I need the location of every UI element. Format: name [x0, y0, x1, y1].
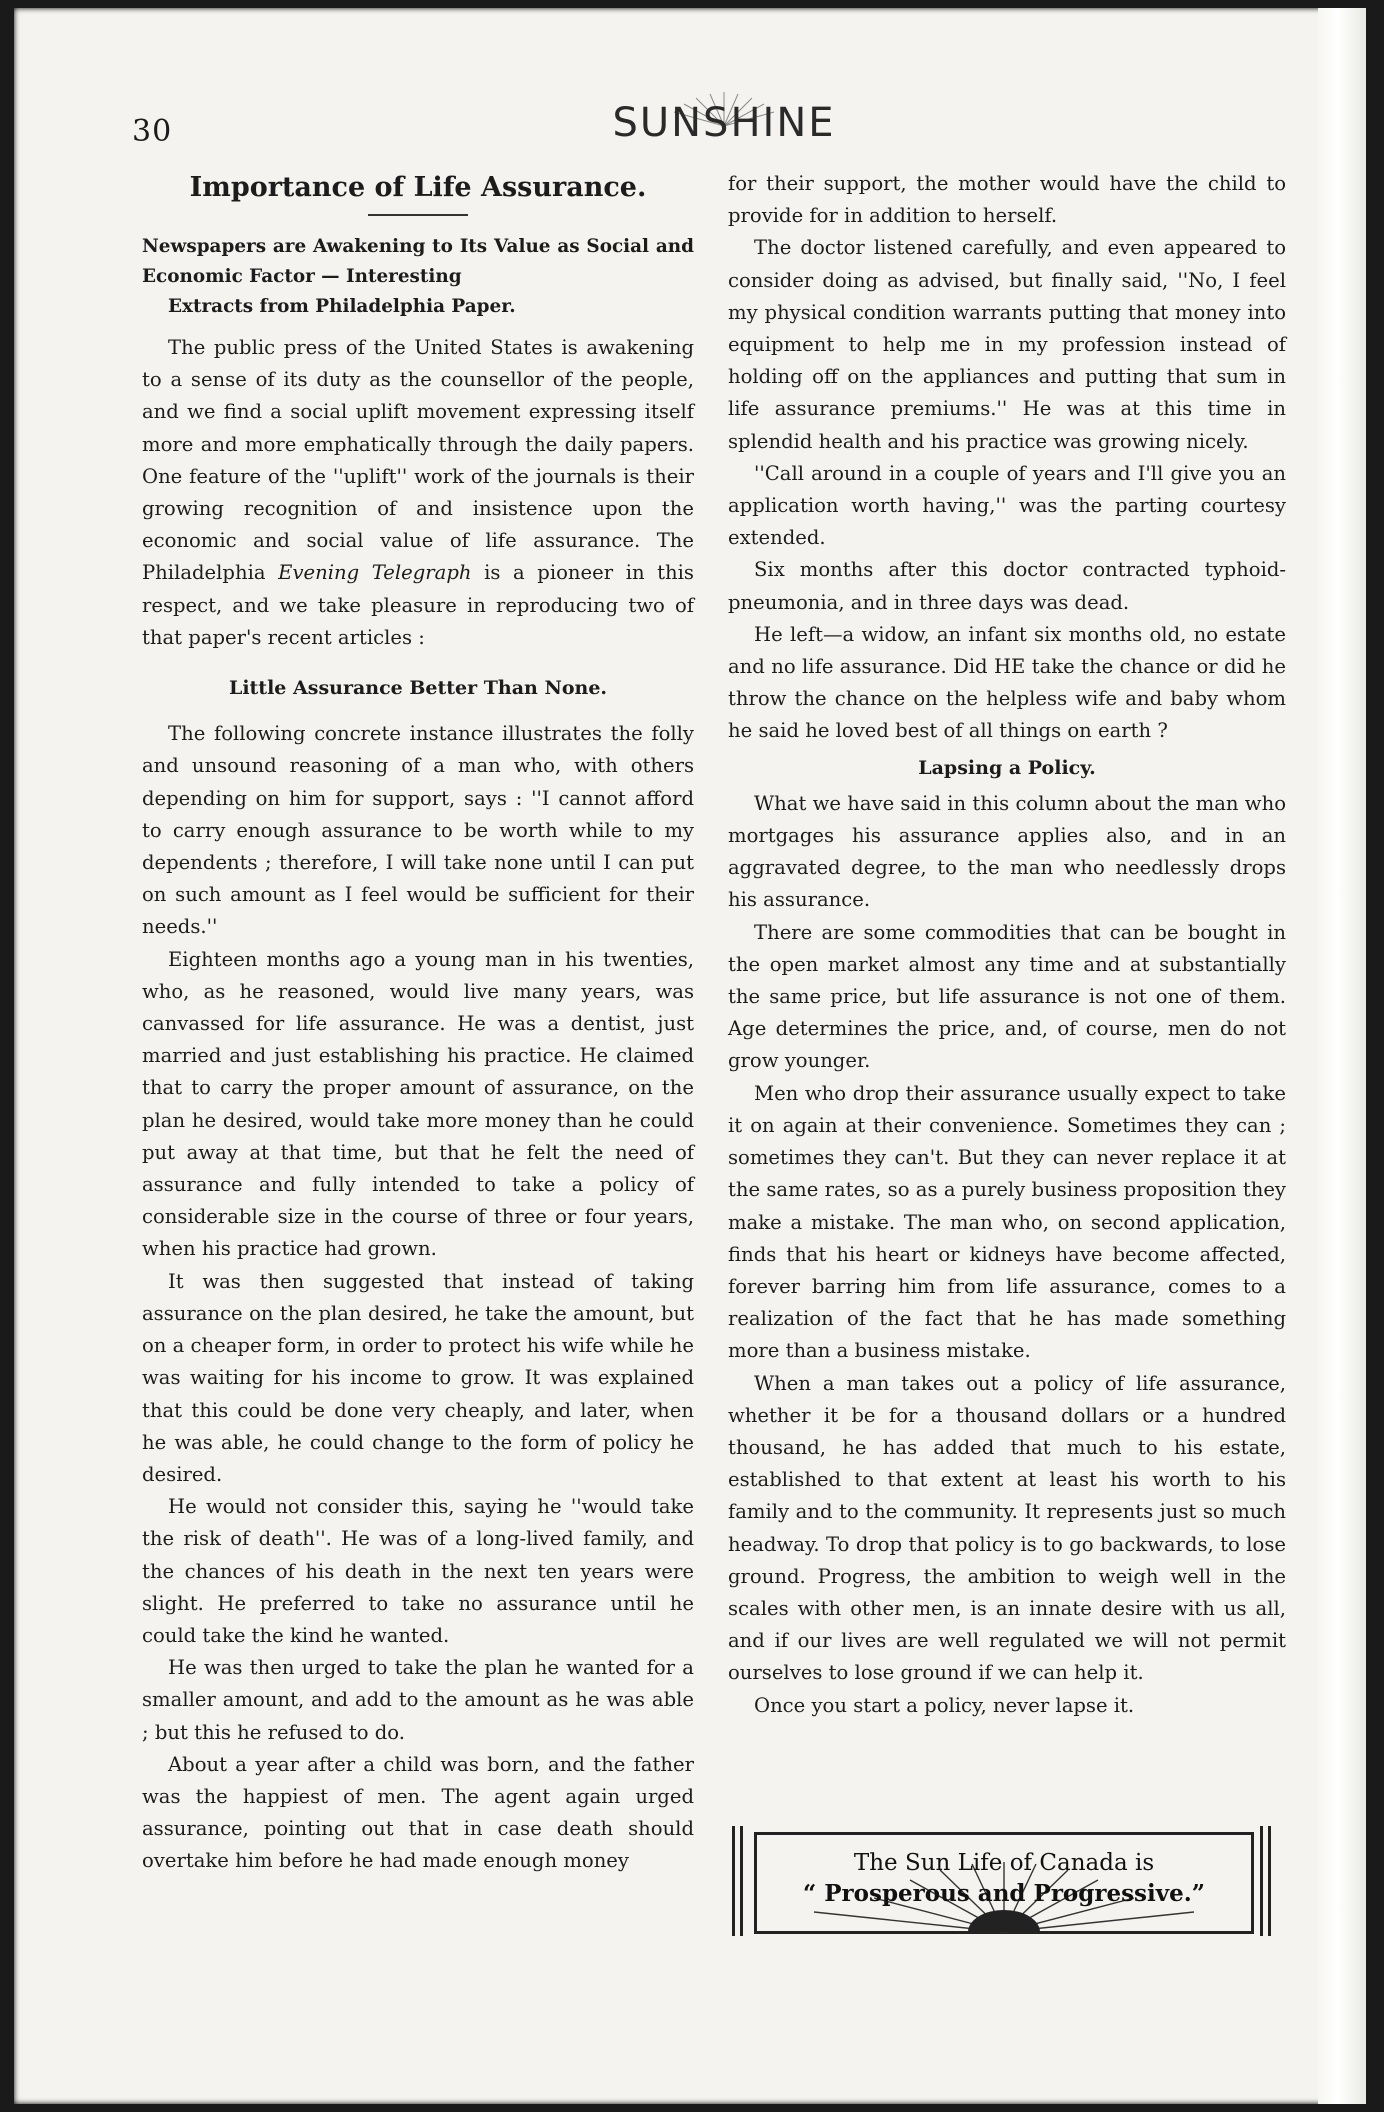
intro-paper-name: Evening Telegraph [278, 561, 472, 585]
title-rule [368, 214, 468, 216]
paragraph-r10: Once you start a policy, never lapse it. [754, 1693, 1135, 1717]
paragraph-r3: ''Call around in a couple of years and I'll give you an application worth having,'' was the parting courtesy extended. [728, 461, 1286, 550]
paragraph-r5: He left—a widow, an infant six months old, no estate and no life assurance. Did HE take the chance or did he throw the chance on the helpless wife and baby whom he said he loved best of all things on earth ? [728, 622, 1286, 743]
paragraph-r7: There are some commodities that can be bought in the open market almost any time and at substantially the same price, but life assurance is not one of them. Age determines the price, and, of course, men do not grow younger. [728, 920, 1286, 1073]
box-bar-right-1 [1260, 1826, 1263, 1936]
slogan-line-2: “ Prosperous and Progressive.” [803, 1880, 1205, 1907]
paragraph-r4: Six months after this doctor contracted typhoid-pneumonia, and in three days was dead. [728, 558, 1286, 614]
intro-text-a: The public press of the United States is awakening to a sense of its duty as the counsellor of the people, and we find a social uplift movement expressing itself more and more emphatically through the daily papers. One feature of the ''uplift'' work of the journals is their growing recognition of and insistence upon the economic and social value of life assurance. The Philadelphia [142, 336, 694, 585]
magazine-page [14, 8, 1352, 2104]
slogan-box [732, 1826, 1272, 1936]
paragraph-r9: When a man takes out a policy of life assurance, whether it be for a thousand dollars or a hundred thousand, he has added that much to his estate, established to that extent at least his worth to his family and to the community. It represents just so much headway. To drop that policy is to go backwards, to lose ground. Progress, the ambition to weigh well in the scales with other men, is an innate desire with us all, and if our lives are well regulated we will not permit ourselves to lose ground if we can help it. [728, 1371, 1286, 1685]
article-subtitle [142, 232, 694, 322]
intro-text-b: is a pioneer in this respect, and we take pleasure in reproducing two of that paper's recent articles : [142, 561, 694, 649]
paragraph-5: He was then urged to take the plan he wanted for a smaller amount, and add to the amount as he was able ; but this he refused to do. [142, 1656, 694, 1744]
paragraph-2: Eighteen months ago a young man in his twenties, who, as he reasoned, would live many years, was canvassed for life assurance. He was a dentist, just married and just establishing his practice. He claimed that to carry the proper amount of assurance, on the plan he desired, would take more money than he could put away at that time, but that he felt the need of assurance and fully intended to take a policy of considerable size in the course of three or four years, when his practice had grown. [142, 947, 694, 1261]
box-bar-left-2 [740, 1826, 743, 1936]
paragraph-3: It was then suggested that instead of taking assurance on the plan desired, he take the amount, but on a cheaper form, in order to protect his wife while he was waiting for his income to grow. It was explained that this could be done very cheaply, and later, when he was able, he could change to the form of policy he desired. [142, 1269, 695, 1486]
box-bar-left-1 [732, 1826, 735, 1936]
section-heading-little-assurance: Little Assurance Better Than None. [228, 677, 608, 700]
paragraph-6: About a year after a child was born, and the father was the happiest of men. The agent again urged assurance, pointing out that in case death should overtake him before he had made enough money [142, 1752, 694, 1873]
box-bar-right-2 [1268, 1826, 1271, 1936]
left-column [142, 168, 694, 1878]
page-edge [1318, 8, 1366, 2104]
article-title: Importance of Life Assurance. [189, 172, 647, 203]
article-subtitle-line-2: Extracts from Philadelphia Paper. [168, 296, 516, 317]
intro-paragraph [142, 332, 694, 654]
right-column [728, 168, 1286, 1722]
page-number: 30 [132, 114, 173, 149]
article-subtitle-line-1: Newspapers are Awakening to Its Value as Social and Economic Factor — Interesting [142, 236, 694, 287]
paragraph-4: He would not consider this, saying he ''would take the risk of death''. He was of a long-lived family, and the chances of his death in the next ten years were slight. He preferred to take no assurance until he could take the kind he wanted. [142, 1495, 694, 1647]
masthead-title: SUNSHINE [612, 100, 836, 146]
paragraph-r6: What we have said in this column about the man who mortgages his assurance applies also, and in an aggravated degree, to the man who needlessly drops his assurance. [728, 791, 1286, 912]
paragraph-r1: for their support, the mother would have the child to provide for in addition to herself. [728, 172, 1286, 228]
paragraph-r2: The doctor listened carefully, and even appeared to consider doing as advised, but finally said, ''No, I feel my physical condition warrants putting that money into equipment to help me in my profession instead of holding off on the appliances and putting that sum in life assurance premiums.'' He was at this time in splendid health and his practice was growing nicely. [728, 236, 1286, 453]
paragraph-1: The following concrete instance illustrates the folly and unsound reasoning of a man who, with others depending on him for support, says : ''I cannot afford to carry enough assurance to be worth while to my dependents ; therefore, I will take none until I can put on such amount as I feel would be sufficient for their needs.'' [142, 722, 694, 939]
paragraph-r8: Men who drop their assurance usually expect to take it on again at their convenience. Sometimes they can ; sometimes they can't. But they can never replace it at the same rates, so as a purely business proposition they make a mistake. The man who, on second application, finds that his heart or kidneys have become affected, forever barring him from life assurance, comes to a realization of the fact that he has made something more than a business mistake. [728, 1081, 1286, 1363]
section-heading-lapsing: Lapsing a Policy. [918, 756, 1096, 779]
masthead [574, 100, 874, 160]
slogan-line-1: The Sun Life of Canada is [853, 1850, 1155, 1876]
